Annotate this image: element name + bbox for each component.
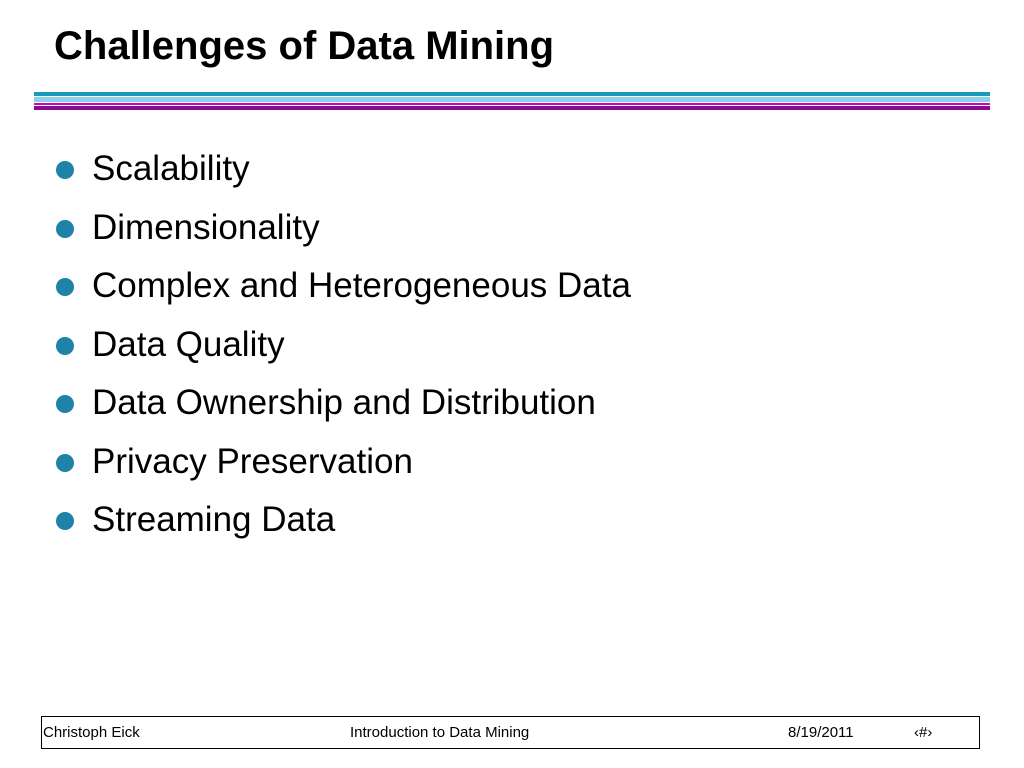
bullet-text: Streaming Data [92, 500, 336, 539]
bullet-text: Privacy Preservation [92, 441, 413, 481]
bullet-text: Data Ownership and Distribution [92, 383, 596, 422]
title-rule-teal [34, 92, 990, 96]
bullet-dot-icon [56, 161, 74, 179]
footer-author: Christoph Eick [43, 724, 140, 741]
bullet-dot-icon [56, 337, 74, 355]
footer-page-number: ‹#› [914, 724, 933, 741]
bullet-dot-icon [56, 395, 74, 413]
title-rule-light-blue [34, 97, 990, 102]
bullet-dot-icon [56, 454, 74, 472]
bullet-text: Dimensionality [92, 207, 320, 247]
bullet-dot-icon [56, 512, 74, 530]
bullet-text: Data Quality [92, 324, 285, 364]
bullet-text: Scalability [92, 149, 250, 188]
footer-date: 8/19/2011 [788, 724, 854, 741]
footer-course: Introduction to Data Mining [350, 724, 530, 741]
slide-title: Challenges of Data Mining [54, 24, 555, 68]
bullet-dot-icon [56, 278, 74, 296]
title-rule-purple [34, 106, 990, 110]
title-rule-magenta [34, 103, 990, 105]
bullet-text: Complex and Heterogeneous Data [92, 266, 631, 305]
slide-footer [41, 716, 980, 749]
bullet-dot-icon [56, 220, 74, 238]
